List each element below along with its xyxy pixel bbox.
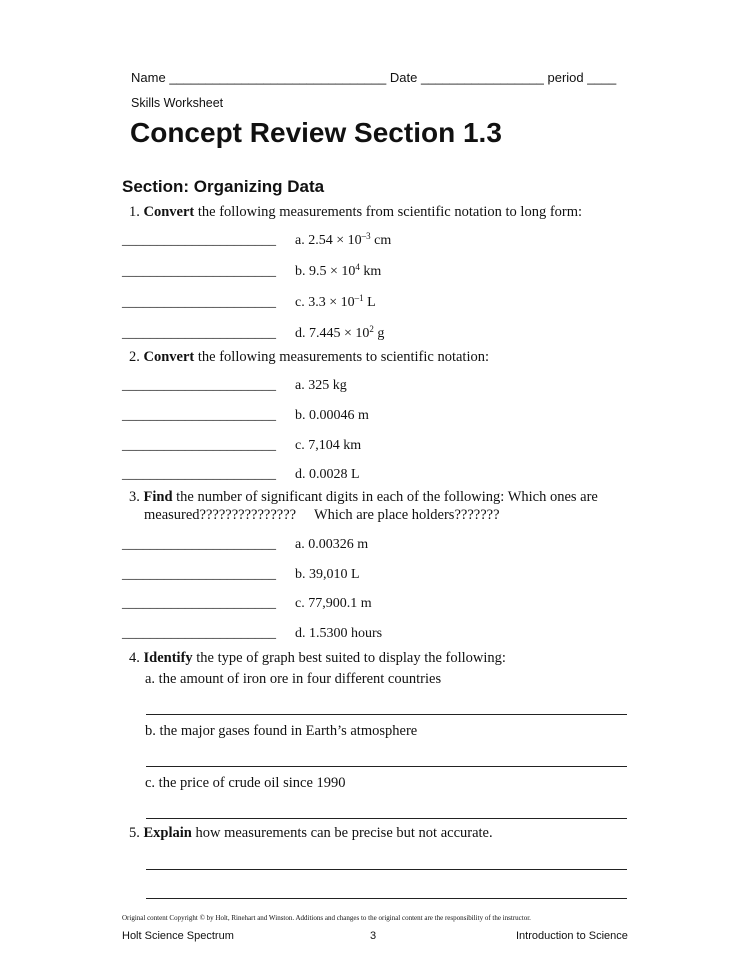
answer-blank[interactable]: ______________________ (122, 567, 276, 582)
answer-blank[interactable]: ______________________ (122, 295, 276, 310)
sub-question: a. the amount of iron ore in four different countries (145, 671, 442, 687)
question-text: the following measurements from scientific notation to long form: (197, 204, 583, 220)
sub-question: c. the price of crude oil since 1990 (145, 775, 346, 791)
question-4 (129, 650, 506, 667)
worksheet-type: Skills Worksheet (131, 96, 224, 110)
answer-line[interactable] (146, 869, 627, 870)
question-verb: Explain (143, 825, 192, 841)
list-item: a. $2.54 \times 10^{-3}$ cm (295, 231, 392, 248)
question-number: 1. (129, 204, 140, 220)
list-item: c. 7,104 km (295, 438, 362, 453)
question-text-continued: measured??????????????? Which are place holders??????? (144, 507, 500, 523)
name-label: Name (131, 70, 166, 85)
question-2 (129, 349, 489, 366)
list-item: d. 0.0028 L (295, 467, 360, 482)
list-item: c. 77,900.1 m (295, 596, 372, 611)
list-item: b. 0.00046 m (295, 408, 369, 423)
question-1 (129, 204, 582, 221)
answer-blank[interactable]: ______________________ (122, 408, 276, 423)
question-text: the number of significant digits in each of the following: Which ones are (176, 489, 598, 505)
period-label: period (547, 70, 584, 85)
list-item: a. 0.00326 m (295, 537, 369, 552)
answer-blank[interactable]: ______________________ (122, 233, 276, 248)
name-field[interactable]: ______________________________ (169, 70, 387, 85)
question-5 (129, 825, 493, 842)
date-label: Date (389, 70, 418, 85)
list-item: b. 39,010 L (295, 567, 360, 582)
answer-line[interactable] (146, 766, 627, 767)
question-number: 2. (129, 349, 140, 365)
question-number: 3. (129, 489, 140, 505)
question-text: the following measurements to scientific notation: (197, 349, 490, 365)
section-heading: Section: Organizing Data (122, 177, 325, 196)
answer-blank[interactable]: ______________________ (122, 264, 276, 279)
footer-right: Introduction to Science (516, 930, 628, 942)
question-verb: Find (143, 489, 173, 505)
answer-blank[interactable]: ______________________ (122, 467, 276, 482)
answer-blank[interactable]: ______________________ (122, 537, 276, 552)
footer-left: Holt Science Spectrum (122, 930, 234, 942)
period-field[interactable]: ____ (587, 70, 617, 85)
date-field[interactable]: _________________ (420, 70, 544, 85)
list-item: a. 325 kg (295, 378, 347, 393)
answer-blank[interactable]: ______________________ (122, 378, 276, 393)
answer-blank[interactable]: ______________________ (122, 326, 276, 341)
question-verb: Convert (143, 349, 195, 365)
sub-question: b. the major gases found in Earth’s atmosphere (145, 723, 418, 739)
question-verb: Identify (143, 650, 193, 666)
question-verb: Convert (143, 204, 195, 220)
answer-blank[interactable]: ______________________ (122, 596, 276, 611)
question-number: 4. (129, 650, 140, 666)
list-item: b. $9.5 \times 10^4$ km (295, 262, 382, 279)
answer-line[interactable] (146, 714, 627, 715)
answer-blank[interactable]: ______________________ (122, 438, 276, 453)
question-text: the type of graph best suited to display the following: (196, 650, 506, 666)
list-item: d. $7.445 \times 10^2$ g (295, 324, 385, 341)
question-text: how measurements can be precise but not accurate. (195, 825, 493, 841)
question-3 (129, 489, 598, 506)
question-number: 5. (129, 825, 140, 841)
answer-line[interactable] (146, 818, 627, 819)
page-title: Concept Review Section 1.3 (130, 117, 502, 148)
list-item: c. $3.3 \times 10^{-1}$ L (295, 293, 376, 310)
list-item: d. 1.5300 hours (295, 626, 383, 641)
header-line (131, 70, 616, 85)
answer-line[interactable] (146, 898, 627, 899)
page-number: 3 (370, 930, 377, 942)
copyright-note: Original content Copyright © by Holt, Rinehart and Winston. Additions and changes to the original content are the responsibility of the instructor. (122, 914, 531, 922)
answer-blank[interactable]: ______________________ (122, 626, 276, 641)
